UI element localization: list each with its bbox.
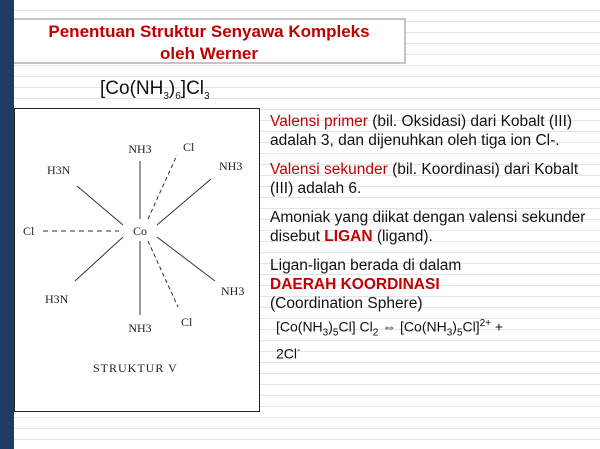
- ligand-lower-left: H3N: [45, 292, 69, 306]
- bond-dashed-top-cl: [148, 155, 177, 219]
- ligand-upper-right: NH3: [219, 159, 243, 173]
- ligand-top: NH3: [128, 142, 152, 156]
- bond-lower-right: [157, 237, 215, 281]
- eq-subscript: 5: [332, 327, 339, 339]
- ionization-equation: [276, 315, 595, 363]
- eq-superscript: 2+: [479, 318, 492, 329]
- eq-part: +: [491, 318, 504, 335]
- term-coordination-sphere: DAERAH KOORDINASI: [270, 276, 440, 293]
- eq-superscript: -: [297, 345, 301, 357]
- bond-upper-left: [77, 186, 123, 225]
- bond-dashed-bottom-cl: [148, 241, 178, 307]
- ligand-text-pre: Amoniak yang diikat dengan valensi sekunder disebut: [270, 209, 586, 245]
- paragraph-secondary-valence: [270, 160, 595, 198]
- center-atom: Co: [132, 224, 148, 238]
- eq-part: Cl] Cl: [338, 318, 373, 335]
- formula-subscript: 3: [204, 90, 210, 102]
- bond-lower-left: [75, 237, 123, 281]
- explanation-text: [270, 112, 595, 363]
- eq-part: ): [452, 318, 457, 335]
- eq-part: Cl]: [462, 318, 480, 335]
- term-primary-valence: Valensi primer: [270, 113, 368, 130]
- ligand-upper-left: H3N: [47, 163, 71, 177]
- term-secondary-valence: Valensi sekunder: [270, 161, 388, 178]
- ligand-bottom: NH3: [128, 321, 152, 335]
- ligand-bottom-right-cl: Cl: [181, 315, 193, 329]
- eq-subscript: 3: [446, 327, 453, 339]
- complex-formula: [100, 78, 210, 102]
- title-line-1: Penentuan Struktur Senyawa Kompleks: [48, 22, 370, 41]
- ligand-text-post: (ligand).: [372, 228, 433, 245]
- diagram-caption: STRUKTUR V: [93, 361, 178, 375]
- primary-valence-text: (bil. Oksidasi) dari Kobalt (III) adalah 3, dan dijenuhkan oleh tiga ion Cl-.: [270, 113, 573, 149]
- slide-title: [14, 18, 406, 64]
- eq-part: [Co(NH: [276, 318, 323, 335]
- left-accent-bar: [0, 0, 14, 449]
- formula-part: [Co(NH: [100, 78, 164, 99]
- formula-subscript: 6: [175, 90, 181, 102]
- coordination-text-pre: Ligan-ligan berada di dalam: [270, 257, 462, 274]
- paragraph-ligand: [270, 208, 595, 246]
- eq-part: [Co(NH: [400, 318, 447, 335]
- ligand-left-cl: Cl: [23, 224, 35, 238]
- title-line-2: oleh Werner: [160, 44, 258, 63]
- coordination-text-post: (Coordination Sphere): [270, 295, 423, 312]
- formula-subscript: 3: [163, 90, 169, 102]
- eq-part: 2Cl: [276, 346, 298, 363]
- bond-upper-right: [157, 179, 211, 225]
- eq-part: ): [328, 318, 333, 335]
- ligand-top-right-cl: Cl: [183, 140, 195, 154]
- eq-subscript: 5: [456, 327, 463, 339]
- equilibrium-arrow: ⇔: [378, 318, 401, 335]
- eq-subscript: 3: [322, 327, 329, 339]
- equation-line-2: [276, 342, 595, 363]
- term-ligand: LIGAN: [324, 228, 373, 245]
- equation-line-1: [276, 315, 595, 342]
- secondary-valence-text: (bil. Koordinasi) dari Kobalt (III) adalah 6.: [270, 161, 579, 197]
- paragraph-coordination: [270, 256, 595, 313]
- formula-part: ]Cl: [180, 78, 205, 99]
- diagram-svg: [15, 109, 259, 411]
- werner-structure-diagram: [14, 108, 260, 412]
- formula-part: ): [168, 78, 176, 99]
- eq-subscript: 2: [372, 327, 379, 339]
- ligand-lower-right: NH3: [221, 284, 245, 298]
- paragraph-primary-valence: [270, 112, 595, 150]
